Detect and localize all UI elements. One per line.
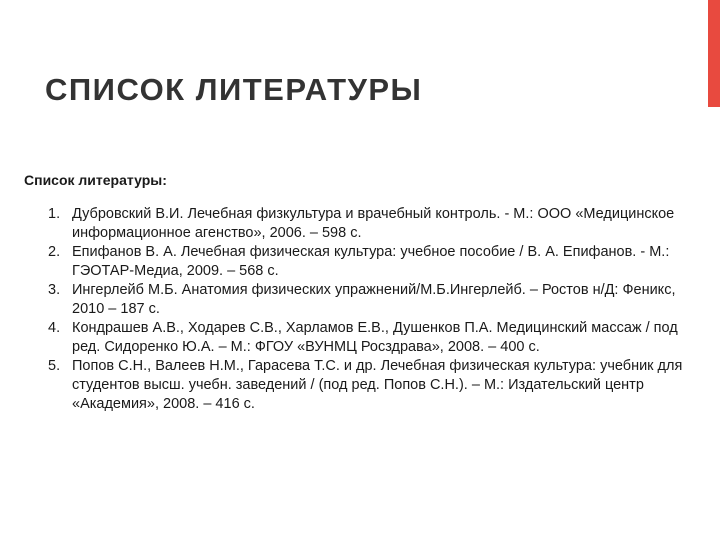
reference-text: Дубровский В.И. Лечебная физкультура и врачебный контроль. - М.: ООО «Медицинское информационное агенство», 2006. – 598 с. [72,206,675,241]
reference-item [22,357,692,414]
reference-number: 2. [48,244,61,260]
reference-item [22,243,692,281]
reference-item [22,281,692,319]
reference-subtitle: Список литературы: [24,172,167,188]
reference-item [22,205,692,243]
reference-text: Епифанов В. А. Лечебная физическая культура: учебное пособие / В. А. Епифанов. - М.: ГЭОТАР-Медиа, 2009. – 568 с. [72,244,670,279]
reference-number: 3. [48,282,61,298]
reference-text: Попов С.Н., Валеев Н.М., Гарасева Т.С. и др. Лечебная физическая культура: учебник для студентов высш. учебн. заведений / (под ред. Попов С.Н.). – М.: Издательский центр «Академия», 2008. – 416 с. [72,358,683,412]
reference-list [22,205,692,414]
reference-number: 1. [48,206,61,222]
accent-bar [708,0,720,107]
reference-section [22,172,692,414]
reference-text: Ингерлейб М.Б. Анатомия физических упражнений/М.Б.Ингерлейб. – Ростов н/Д: Феникс, 2010 – 187 с. [72,282,676,317]
reference-number: 5. [48,358,61,374]
reference-item [22,319,692,357]
reference-text: Кондрашев А.В., Ходарев С.В., Харламов Е.В., Душенков П.А. Медицинский массаж / под ред. Сидоренко Ю.А. – М.: ФГОУ «ВУНМЦ Росздрава», 2008. – 400 с. [72,320,678,355]
slide-title: СПИСОК ЛИТЕРАТУРЫ [45,72,423,107]
reference-number: 4. [48,320,61,336]
